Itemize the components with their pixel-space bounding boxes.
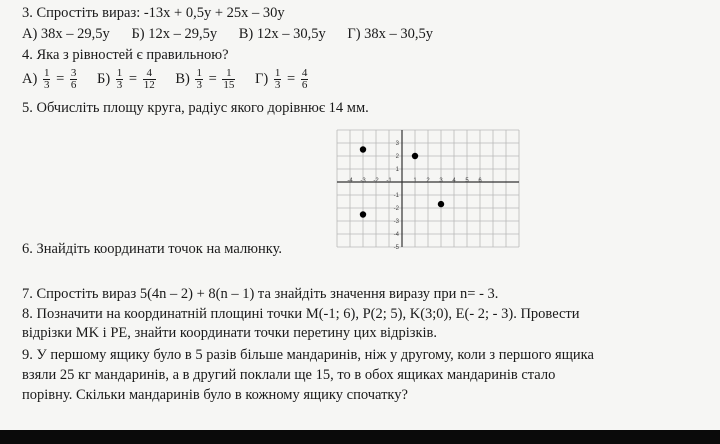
question-7-text: 7. Спростіть вираз 5(4n – 2) + 8(n – 1) та знайдіть значення виразу при n= - 3. <box>22 286 499 302</box>
question-4-options <box>22 66 324 92</box>
question-4 <box>22 46 229 64</box>
question-3 <box>22 4 285 22</box>
y-tick-label: 1 <box>395 167 399 173</box>
graph-point <box>360 211 366 217</box>
option-b: Б) 12x – 29,5y <box>131 26 218 42</box>
question-8-line-1: 8. Позначити на координатній площині точки M(-1; 6), P(2; 5), K(3;0), E(- 2; - 3). Провести <box>22 306 580 322</box>
equality-option-c: В) $\frac{1}{3}$ = $\frac{1}{15}$ <box>175 67 235 92</box>
x-tick-label: -1 <box>386 178 392 184</box>
equality-option-a: А) $\frac{1}{3}$ = $\frac{3}{6}$ <box>22 67 77 92</box>
x-tick-label: 1 <box>413 178 417 184</box>
question-8-line-2: відрізки MK і PE, знайти координати точки перетину цих відрізків. <box>22 325 438 341</box>
question-5 <box>22 99 369 117</box>
y-tick-label: 3 <box>395 141 399 147</box>
question-9-line-3: порівну. Скільки мандаринів було в кожному ящику спочатку? <box>22 387 408 403</box>
x-tick-label: 5 <box>465 178 469 184</box>
graph-point <box>412 153 418 159</box>
y-tick-label: -4 <box>393 232 399 238</box>
y-tick-label: -2 <box>393 206 399 212</box>
equality-option-d: Г) $\frac{1}{3}$ = $\frac{4}{6}$ <box>255 67 308 92</box>
x-tick-label: 4 <box>452 178 456 184</box>
x-tick-label: -2 <box>373 178 379 184</box>
question-6-text: 6. Знайдіть координати точок на малюнку. <box>22 241 283 257</box>
question-5-text: 5. Обчисліть площу круга, радіус якого дорівнює 14 мм. <box>22 100 369 116</box>
bottom-black-bar <box>0 430 720 444</box>
question-9-line-2: взяли 25 кг мандаринів, а в другий поклали ще 15, то в обох ящиках мандаринів стало <box>22 367 556 383</box>
x-tick-label: -3 <box>360 178 366 184</box>
y-tick-label: -5 <box>393 245 399 251</box>
option-a: А) 38x – 29,5y <box>22 26 110 42</box>
question-3-options <box>22 25 451 43</box>
y-tick-label: 2 <box>395 154 399 160</box>
y-tick-label: -3 <box>393 219 399 225</box>
option-d: Г) 38x – 30,5y <box>347 26 434 42</box>
coordinate-graph <box>336 126 526 258</box>
y-tick-label: -1 <box>393 193 399 199</box>
x-tick-label: 3 <box>439 178 443 184</box>
x-tick-label: -4 <box>347 178 353 184</box>
question-7 <box>22 285 498 303</box>
question-6 <box>22 240 282 258</box>
graph-point <box>438 201 444 207</box>
question-3-text: 3. Спростіть вираз: -13x + 0,5y + 25x – 30y <box>22 5 285 21</box>
graph-point <box>360 146 366 152</box>
question-9-line-1: 9. У першому ящику було в 5 разів більше мандаринів, ніж у другому, коли з першого ящика <box>22 347 594 363</box>
option-c: В) 12x – 30,5y <box>238 26 326 42</box>
equality-option-b: Б) $\frac{1}{3}$ = $\frac{4}{12}$ <box>97 67 155 92</box>
question-4-text: 4. Яка з рівностей є правильною? <box>22 47 229 63</box>
x-tick-label: 6 <box>478 178 482 184</box>
x-tick-label: 2 <box>426 178 430 184</box>
